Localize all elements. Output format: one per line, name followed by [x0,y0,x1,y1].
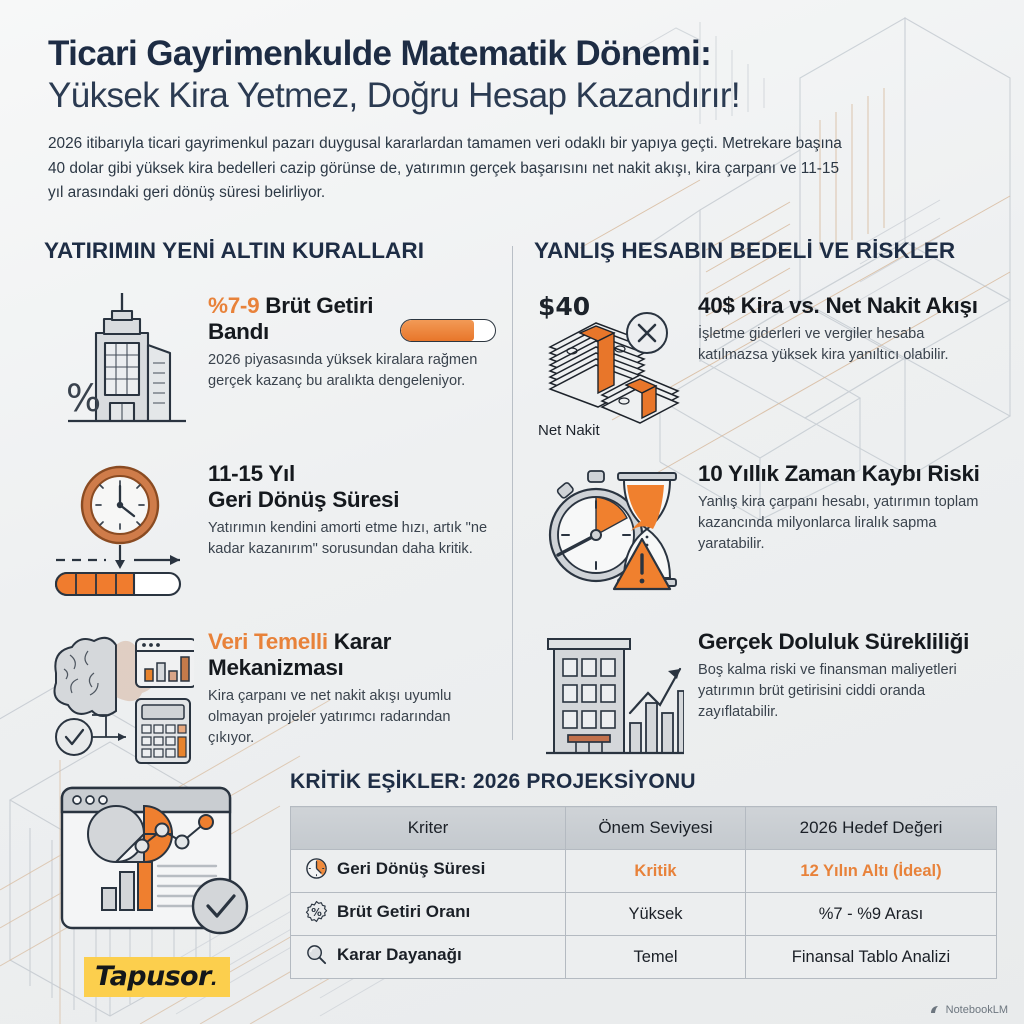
notebooklm-icon [929,1004,941,1016]
cell-target: 12 Yılın Altı (İdeal) [746,850,997,893]
highlight-metric: %7-9 [208,292,260,318]
criterion-label: Brüt Getiri Oranı [337,901,471,921]
list-item-body [208,457,496,605]
logo-text: Tapusor [95,961,211,992]
svg-text:%: % [311,906,322,919]
list-item-description: 2026 piyasasında yüksek kiralara rağmen gerçek kazanç bu aralıkta dengeleniyor. [208,352,478,390]
cell-target: %7 - %9 Arası [746,893,997,936]
gross-yield-band-meter [400,319,496,342]
title-rest: Brüt Getiri Bandı [208,292,374,344]
title-rest: Karar Mekanizması [208,628,392,680]
list-item-title [208,293,390,346]
notebooklm-watermark [929,1004,1008,1016]
table-heading: KRİTİK EŞİKLER: 2026 PROJEKSİYONU [290,770,696,793]
list-item [534,289,992,437]
cell-level: Kritik [566,850,746,893]
critical-thresholds-section [290,770,996,979]
watermark-text: NotebookLM [945,1004,1008,1016]
col-header-criterion: Kriter [291,807,566,850]
stopwatch-hourglass-warning-icon [534,457,684,605]
col-header-level: Önem Seviyesi [566,807,746,850]
list-item-description: Boş kalma riski ve finansman maliyetleri yatırımın brüt getirisini ciddi oranda zayıflatabilir. [698,661,957,720]
cell-criterion [291,893,566,936]
criterion-label: Geri Dönüş Süresi [337,858,486,878]
tapusor-logo: Tapusor. [84,957,230,997]
right-column [534,240,992,793]
list-item [44,289,496,437]
right-column-heading: YANLIŞ HESABIN BEDELİ VE RİSKLER [534,238,956,263]
list-item-description: Kira çarpanı ve net nakit akışı uyumlu olmayan projeler yatırımcı radarından çıkıyor. [208,688,452,747]
magnifier-icon [305,943,328,966]
list-item-body [698,289,992,437]
list-item-title: Gerçek Doluluk Sürekliliği [698,628,970,654]
cell-target: Finansal Tablo Analizi [746,936,997,979]
list-item-body [698,457,992,605]
cash-stack-icon [534,289,684,437]
clock-progress-icon [44,457,194,605]
list-item [534,457,992,605]
brain-calculator-icon [44,625,194,773]
page-title-line2: Yüksek Kira Yetmez, Doğru Hesap Kazandırır! [48,76,741,116]
percent-badge-icon [305,900,328,923]
table-row [291,936,997,979]
cell-criterion [291,936,566,979]
office-building-percent-icon [44,289,194,437]
highlight-metric: 11-15 Yıl [208,460,295,486]
list-item-title: 10 Yıllık Zaman Kaybı Riski [698,460,980,486]
list-item-body [208,625,496,773]
highlight-metric: Veri Temelli [208,628,328,654]
clock-icon [305,857,328,880]
left-column [44,240,496,793]
table-header-row [291,807,997,850]
svg-text:%: % [66,376,102,420]
list-item-title: Geri Dönüş Süresi [208,486,400,512]
list-item-title [208,629,496,682]
cash-amount-label: $40 [538,291,591,321]
cell-level: Yüksek [566,893,746,936]
cell-criterion [291,850,566,893]
analytics-dashboard-icon [58,784,268,964]
list-item-description: Yanlış kira çarpanı hesabı, yatırımın toplam kazancında milyonlarca liralık sapma yaratabilir. [698,493,979,552]
list-item [44,625,496,773]
criterion-label: Karar Dayanağı [337,944,462,964]
list-item-description: İşletme giderleri ve vergiler hesaba katılmazsa yüksek kira yanıltıcı olabilir. [698,325,949,363]
list-item-body [698,625,992,773]
column-divider [512,246,513,740]
col-header-target: 2026 Hedef Değeri [746,807,997,850]
table-row [291,893,997,936]
building-growth-chart-icon [534,625,684,773]
left-column-heading: YATIRIMIN YENİ ALTIN KURALLARI [44,238,425,263]
cell-level: Temel [566,936,746,979]
header [48,34,888,205]
table-row [291,850,997,893]
cash-caption-label: Net Nakit [538,421,600,437]
list-item-description: Yatırımın kendini amorti etme hızı, artık "ne kadar kazanırım" sorusundan daha kritik. [208,520,488,558]
thresholds-table [290,806,997,979]
page-title-line1: Ticari Gayrimenkulde Matematik Dönemi: [48,34,712,73]
list-item [44,457,496,605]
list-item-title: 40$ Kira vs. Net Nakit Akışı [698,292,978,318]
list-item [534,625,992,773]
list-item-body [208,289,496,437]
intro-paragraph: 2026 itibarıyla ticari gayrimenkul pazarı duygusal kararlardan tamamen veri odaklı bir yapıya geçti. Metrekare başına 40 dolar gibi yüksek kira bedelleri cazip görünse de, yatırımın gerçek başarısını net nakit akışı, kira çarpanı ve 11-15 yıl arasındaki geri dönüş süresi belirliyor. [48,135,842,202]
